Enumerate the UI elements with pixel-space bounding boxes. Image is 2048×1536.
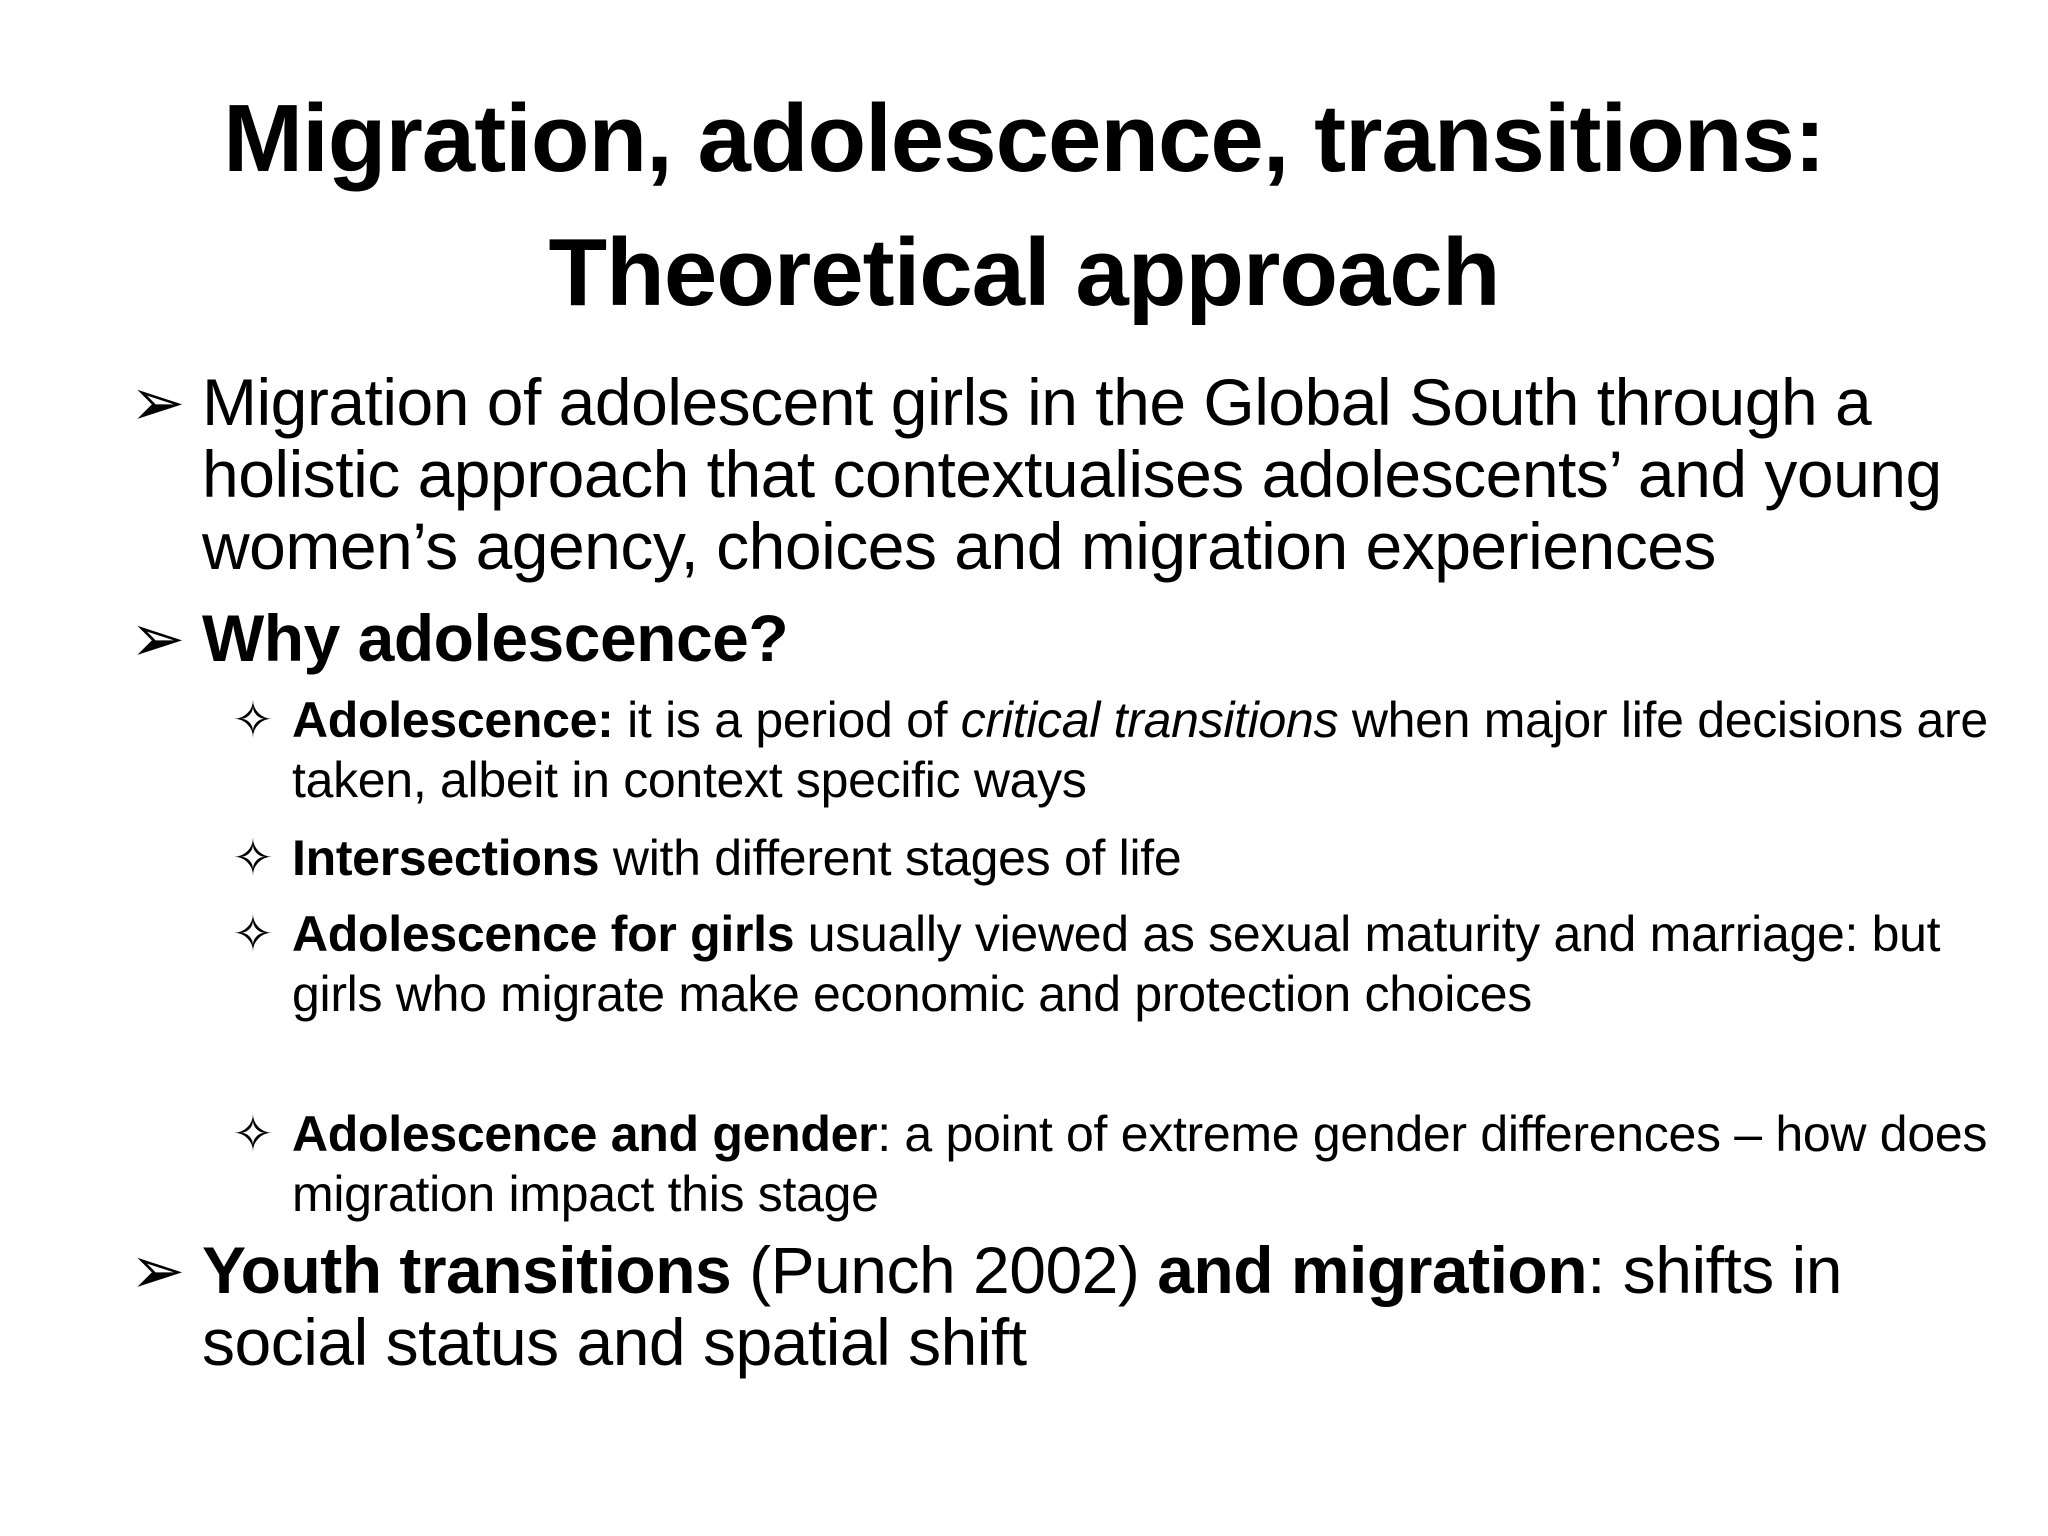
bullet-text: Migration of adolescent girls in the Global South through a holistic approach that contextualises adolescents’ and young women’s agency, choices and migration experiences (202, 365, 1942, 583)
subbullet-text-part: with different stages of life (599, 830, 1182, 886)
subbullet-bold-lead: Adolescence: (292, 692, 614, 748)
subbullet-italic-emphasis: critical transitions (960, 692, 1339, 748)
subbullet-text-part: usually viewed as sexual maturity and marriage: but girls who migrate make economic and protection choices (292, 906, 1941, 1022)
four-point-star-bullet-icon: ✧ (232, 1106, 274, 1162)
bullet-migration-of-adolescent-girls (130, 366, 2000, 582)
four-point-star-bullet-icon: ✧ (232, 830, 274, 886)
four-point-star-bullet-icon: ✧ (232, 692, 274, 748)
four-point-star-bullet-icon: ✧ (232, 906, 274, 962)
slide-title (60, 72, 1988, 340)
bullet-text (202, 1234, 2000, 1378)
subbullet-text-part: : a point of extreme gender differences – how does migration impact this stage (292, 1106, 1988, 1222)
arrowhead-bullet-icon: ➢ (130, 365, 186, 439)
subbullet-text (292, 1104, 2002, 1224)
subbullet-bold-lead: Adolescence and gender (292, 1106, 878, 1162)
arrowhead-bullet-icon: ➢ (130, 601, 186, 675)
subbullet-text-part: when major life decisions are taken, albeit in context specific ways (292, 692, 1988, 808)
subbullet-text (292, 690, 2002, 810)
subbullet-bold-lead: Adolescence for girls (292, 906, 795, 962)
slide-title-line2: Theoretical approach (548, 219, 1500, 326)
bullet-bold-part: and migration (1157, 1233, 1588, 1307)
subbullet-text (292, 904, 2002, 1024)
bullet-text-part: : shifts in social status and spatial shift (202, 1233, 1842, 1379)
slide-title-line1: Migration, adolescence, transitions: (223, 85, 1825, 192)
bullet-why-adolescence (130, 602, 2000, 674)
bullet-youth-transitions (130, 1234, 2000, 1378)
subbullet-intersections (232, 828, 2002, 888)
bullet-text: Why adolescence? (202, 601, 789, 675)
subbullet-text (292, 828, 2002, 888)
subbullet-adolescence-definition (232, 690, 2002, 810)
bullet-text-part: (Punch 2002) (731, 1233, 1158, 1307)
subbullet-adolescence-for-girls (232, 904, 2002, 1024)
arrowhead-bullet-icon: ➢ (130, 1233, 186, 1307)
subbullet-text-part: it is a period of (613, 692, 961, 748)
bullet-bold-lead: Youth transitions (202, 1233, 732, 1307)
subbullet-adolescence-and-gender (232, 1104, 2002, 1224)
subbullet-bold-lead: Intersections (292, 830, 600, 886)
